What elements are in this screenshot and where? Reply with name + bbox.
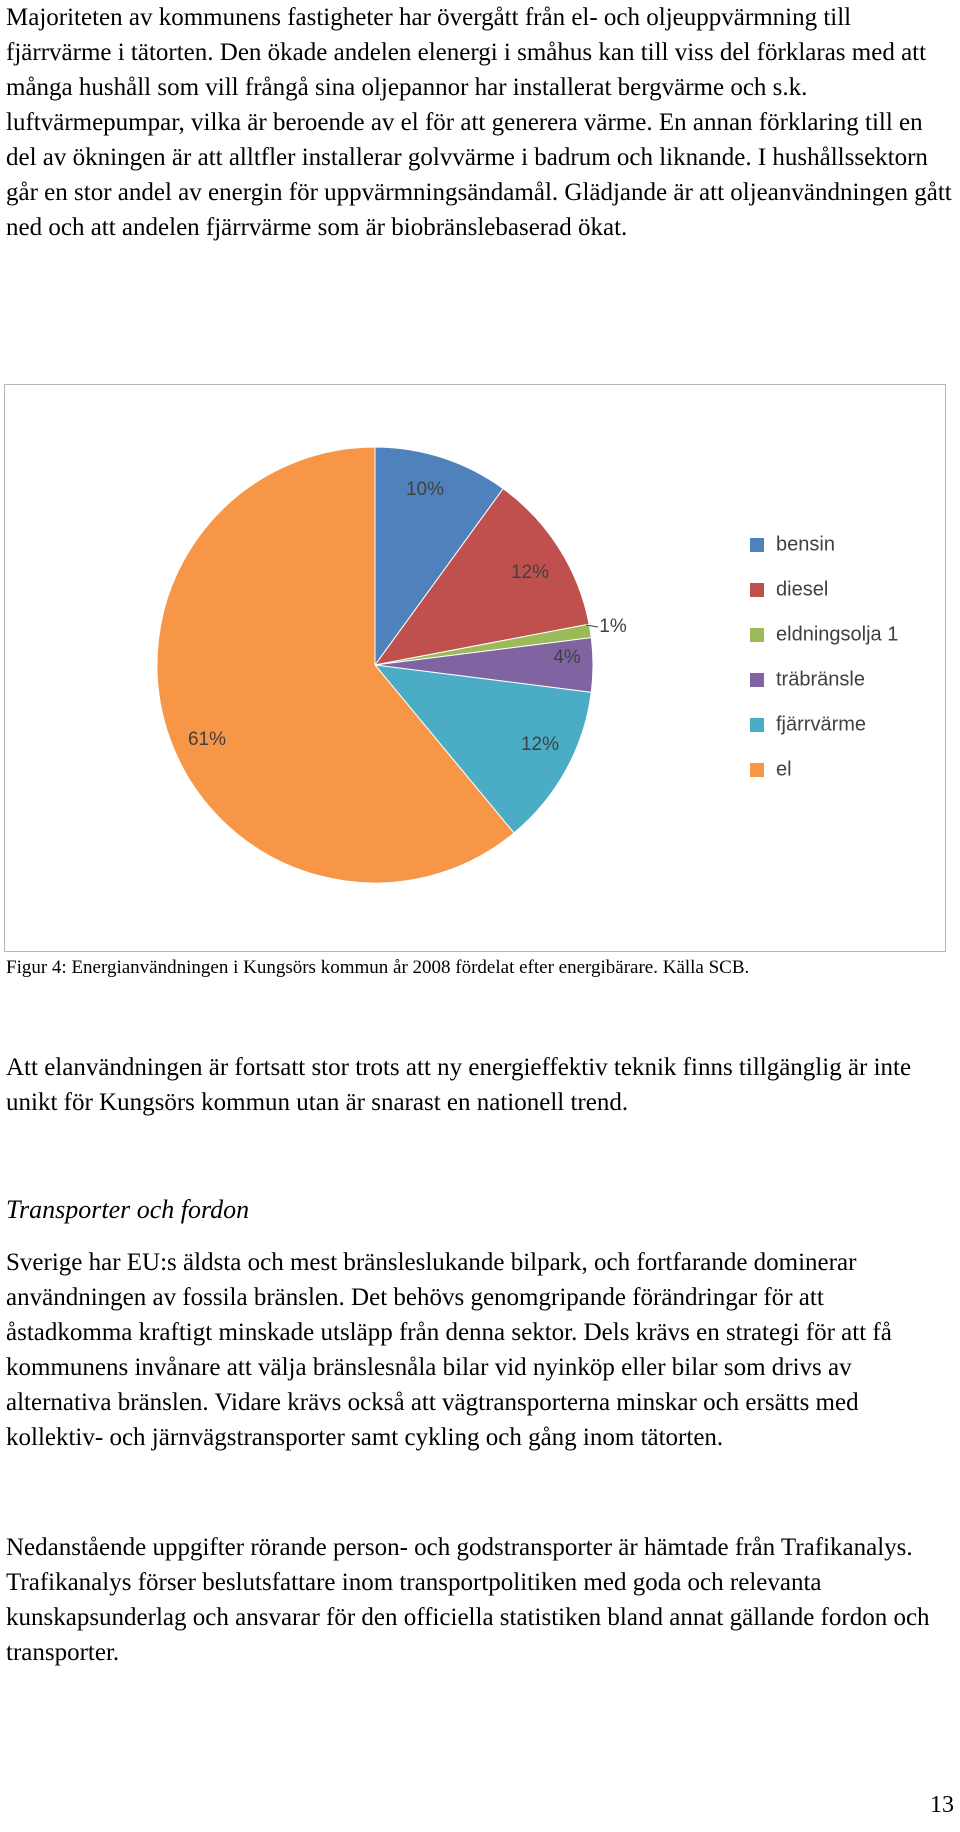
- paragraph-electricity-trend: Att elanvändningen är fortsatt stor trots att ny energieffektiv teknik finns tillgänglig är inte unikt för Kungsörs kommun utan är snarast en nationell trend.: [6, 1054, 912, 1116]
- legend-label-4: fjärrvärme: [776, 713, 867, 736]
- page-number: 13: [930, 1792, 954, 1818]
- section-heading: Transporter och fordon: [6, 1195, 250, 1224]
- paragraph-trafikanalys: Nedanstående uppgifter rörande person- och godstransporter är hämtade från Trafikanalys. Trafikanalys förser beslutsfattare inom transportpolitiken med goda och relevanta kunskapsunderlag och ansvarar för den officiella statistiken bland annat gällande fordon och transporter.: [6, 1534, 930, 1666]
- legend-label-2: eldningsolja 1: [776, 623, 899, 646]
- paragraph-heating: Majoriteten av kommunens fastigheter har övergått från el- och oljeuppvärmning till fjärrvärme i tätorten. Den ökade andelen elenergi i småhus kan till viss del förklaras med att många hushåll som vill frångå sina oljepannor har installerat bergvärme och s.k. luftvärmepumpar, vilka är beroende av el för att generera värme. En annan förklaring till en del av ökningen är att alltfler installerar golvvärme i badrum och liknande. I hushållssektorn går en stor andel av energin för uppvärmningsändamål. Glädjande är att oljeanvändningen gått ned och att andelen fjärrvärme som är biobränslebaserad ökat.: [6, 4, 952, 241]
- paragraph-transport: Sverige har EU:s äldsta och mest bränsleslukande bilpark, och fortfarande dominerar användningen av fossila bränslen. Det behövs genomgripande förändringar för att åstadkomma kraftigt minskade utsläpp från denna sektor. Dels krävs en strategi för att få kommunens invånare att välja bränslesnåla bilar vid nyinköp eller bilar som drivs av alternativa bränslen. Vidare krävs också att vägtransporterna minskar och ersätts med kollektiv- och järnvägstransporter samt cykling och gång inom tätorten.: [6, 1249, 892, 1451]
- slice-label-5: 61%: [187, 729, 227, 751]
- legend-label-0: bensin: [776, 533, 835, 556]
- slice-label-0: 10%: [405, 479, 445, 501]
- legend-swatch-1: [750, 583, 764, 597]
- slice-label-1: 12%: [510, 562, 550, 584]
- figure-energy-pie: [4, 384, 946, 952]
- figure-caption: Figur 4: Energianvändningen i Kungsörs kommun år 2008 fördelat efter energibärare. Källa SCB.: [6, 957, 750, 978]
- legend-label-1: diesel: [776, 578, 829, 601]
- legend-swatch-4: [750, 718, 764, 732]
- legend-swatch-2: [750, 628, 764, 642]
- slice-label-3: 4%: [553, 647, 581, 669]
- slice-label-2: 1%: [599, 616, 627, 638]
- pie-chart: [5, 385, 944, 950]
- legend-label-3: träbränsle: [776, 668, 865, 691]
- legend-swatch-0: [750, 538, 764, 552]
- slice-label-4: 12%: [520, 734, 560, 756]
- legend-label-5: el: [776, 758, 792, 781]
- legend-swatch-5: [750, 763, 764, 777]
- legend-swatch-3: [750, 673, 764, 687]
